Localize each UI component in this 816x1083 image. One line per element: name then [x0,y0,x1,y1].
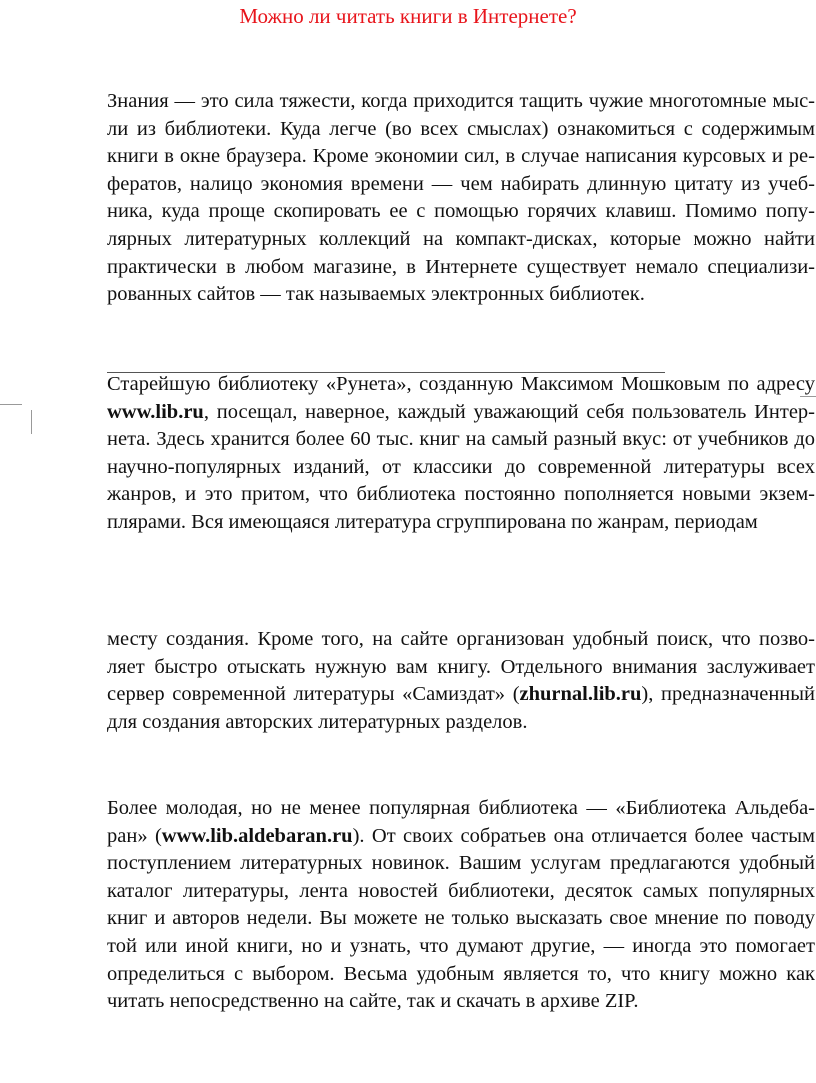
text-cursor-mark [31,410,32,434]
paragraph-aldebaran [107,795,815,1016]
paragraph-text: Более молодая, но не менее популярная библиотека — «Библиотека Альдеба-ран» ( [107,797,815,847]
paragraph-text: ), предназначенный для создания авторских литературных разделов. [107,683,815,733]
document-title: Можно ли читать книги в Интернете? [239,4,577,28]
paragraph-knowledge: Знания — это сила тяжести, когда приходится тащить чужие многотомные мыс-ли из библиотеки. Куда легче (во всех смыслах) ознакомиться с содержимым книги в окне браузера. Кроме экономии сил, в случае написания курсовых и ре-фератов, налицо экономия времени — чем набирать длинную цитату из учеб-ника, куда проще скопировать ее с помощью горячих клавиш. Помимо попу-лярных литературных коллекций на компакт-дисках, которые можно найти практически в любом магазине, в Интернете существует немало специализи-рованных сайтов — так называемых электронных библиотек. [107,90,815,306]
link-lib-aldebaran-ru[interactable]: www.lib.aldebaran.ru [161,824,353,847]
left-margin-mark [0,404,22,405]
paragraph-samizdat [107,626,815,736]
link-zhurnal-lib-ru[interactable]: zhurnal.lib.ru [519,683,642,706]
paragraph-lib-ru [107,371,815,537]
paragraph-text: Старейшую библиотеку «Рунета», созданную Максимом Мошковым по адресу [107,373,815,395]
paragraph-text: , посещал, наверное, каждый уважающий себя пользователь Интер-нета. Здесь хранится более 60 тыс. книг на самый разный вкус: от учебников до научно-популярных изданий, от классики до современной литературы всех жанров, и это притом, что библиотека постоянно пополняется новыми экзем-плярами. Вся имеющаяся литература сгруппирована по жанрам, периодам [107,400,815,533]
paragraph-text: ). От своих собратьев она отличается более частым поступлением литературных новинок. Вашим услугам предлагаются удобный каталог литературы, лента новостей библиотеки, десяток самых популярных книг и авторов недели. Вы можете не только высказать свое мнение по поводу той или иной книги, но и узнать, что думают другие, — иногда это помогает определиться с выбором. Весьма удобным является то, что книгу можно как читать непосредственно на сайте, так и скачать в архиве ZIP. [107,824,815,1013]
paragraph-text: месту создания. Кроме того, на сайте организован удобный поиск, что позво-ляет быстро отыскать нужную вам книгу. Отдельного внимания заслуживает сервер современной литературы «Самиздат» ( [107,628,815,706]
link-lib-ru[interactable]: www.lib.ru [107,400,204,423]
